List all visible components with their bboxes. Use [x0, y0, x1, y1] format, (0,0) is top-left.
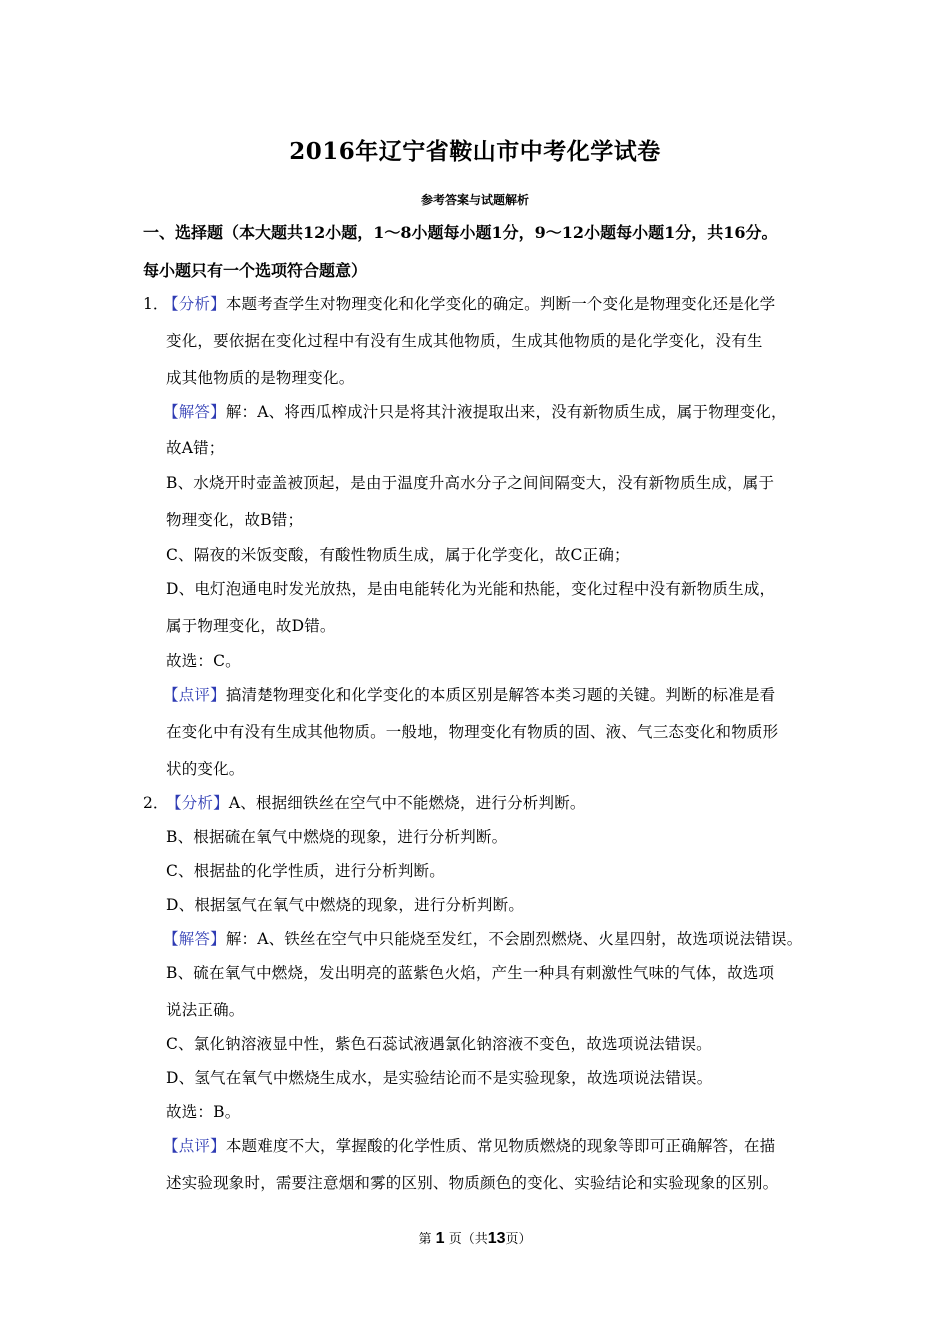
q1-answer-line: 物理变化，故B错；: [166, 511, 304, 529]
page-number: 1: [435, 1230, 445, 1247]
section-heading-line-2: 每小题只有一个选项符合题意）: [143, 261, 368, 280]
q1-answer-line: 属于物理变化，故D错。: [166, 617, 336, 635]
q1-answer-line: C、隔夜的米饭变酸，有酸性物质生成，属于化学变化，故C正确；: [166, 546, 630, 564]
q2-comment-line: 述实验现象时，需要注意烟和雾的区别、物质颜色的变化、实验结论和实验现象的区别。: [166, 1174, 779, 1192]
question-2-number: 2．: [143, 794, 169, 812]
q2-analysis-line: B、根据硫在氧气中燃烧的现象，进行分析判断。: [166, 828, 508, 846]
q2-answer-line: 故选：B。: [166, 1103, 241, 1121]
q2-analysis-line: D、根据氢气在氧气中燃烧的现象，进行分析判断。: [166, 896, 525, 914]
q2-comment-line: 【点评】本题难度不大，掌握酸的化学性质、常见物质燃烧的现象等即可正确解答，在描: [163, 1137, 776, 1155]
page-footer: 第 1 页（共13页）: [418, 1230, 532, 1247]
q1-answer-line: 故A错；: [166, 439, 225, 457]
q1-analysis-line: 变化，要依据在变化过程中有没有生成其他物质，生成其他物质的是化学变化，没有生: [166, 332, 763, 350]
q1-answer-line: 故选：C。: [166, 652, 241, 670]
question-1-number: 1．: [143, 295, 169, 313]
page-title: 2016年辽宁省鞍山市中考化学试卷: [289, 138, 661, 165]
q2-answer-line: D、氢气在氧气中燃烧生成水，是实验结论而不是实验现象，故选项说法错误。: [166, 1069, 713, 1087]
q2-analysis-line: 【分析】A、根据细铁丝在空气中不能燃烧，进行分析判断。: [166, 794, 586, 812]
page-subtitle: 参考答案与试题解析: [420, 193, 529, 207]
q1-answer-line: 【解答】解：A、将西瓜榨成汁只是将其汁液提取出来，没有新物质生成，属于物理变化，: [163, 403, 787, 421]
q2-answer-line: 说法正确。: [166, 1001, 245, 1019]
q2-answer-line: 【解答】解：A、铁丝在空气中只能烧至发红，不会剧烈燃烧、火星四射，故选项说法错误。: [163, 930, 803, 948]
q1-comment-line: 【点评】搞清楚物理变化和化学变化的本质区别是解答本类习题的关键。判断的标准是看: [163, 686, 776, 704]
q1-analysis-line: 成其他物质的是物理变化。: [166, 369, 355, 387]
analysis-tag: 【分析】: [166, 794, 229, 812]
q1-answer-line: B、水烧开时壶盖被顶起，是由于温度升高水分子之间间隔变大，没有新物质生成，属于: [166, 474, 775, 492]
answer-tag: 【解答】: [163, 930, 226, 948]
q2-answer-line: B、硫在氧气中燃烧，发出明亮的蓝紫色火焰，产生一种具有刺激性气味的气体，故选项: [166, 964, 775, 982]
q1-comment-line: 状的变化。: [166, 760, 245, 778]
answer-tag: 【解答】: [163, 403, 226, 421]
analysis-tag: 【分析】: [163, 295, 226, 313]
page-total: 13: [487, 1230, 506, 1247]
q2-analysis-line: C、根据盐的化学性质，进行分析判断。: [166, 862, 445, 880]
comment-tag: 【点评】: [163, 1137, 226, 1155]
q2-answer-line: C、氯化钠溶液显中性，紫色石蕊试液遇氯化钠溶液不变色，故选项说法错误。: [166, 1035, 712, 1053]
comment-tag: 【点评】: [163, 686, 226, 704]
q1-analysis-line: 【分析】本题考查学生对物理变化和化学变化的确定。判断一个变化是物理变化还是化学: [163, 295, 776, 313]
q1-comment-line: 在变化中有没有生成其他物质。一般地，物理变化有物质的固、液、气三态变化和物质形: [166, 723, 779, 741]
q1-answer-line: D、电灯泡通电时发光放热，是由电能转化为光能和热能，变化过程中没有新物质生成，: [166, 580, 776, 598]
section-heading-line-1: 一、选择题（本大题共12小题，1～8小题每小题1分，9～12小题每小题1分，共16分。: [143, 223, 778, 242]
